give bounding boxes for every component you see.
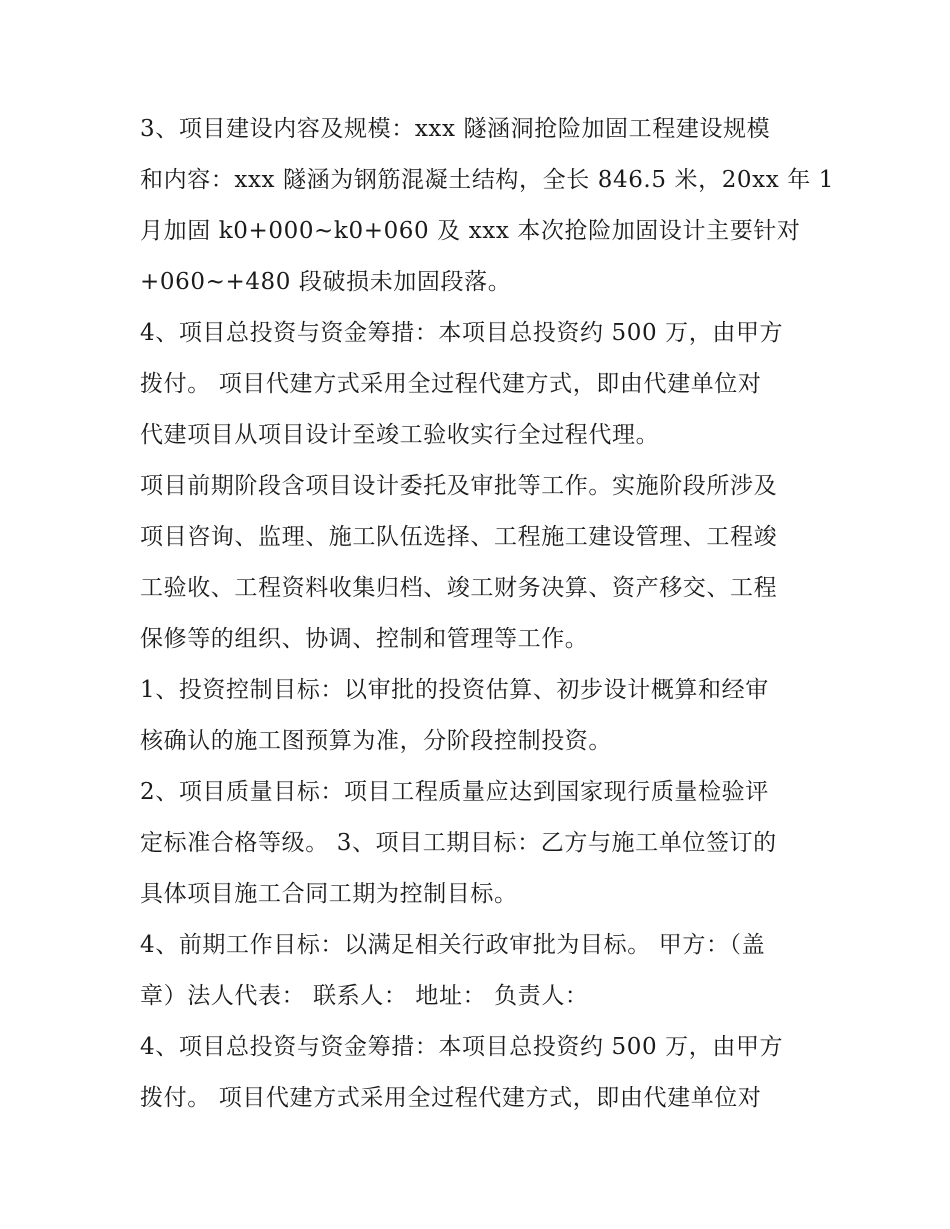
- text-line: 具体项目施工合同工期为控制目标。: [140, 881, 518, 907]
- text-line: +060~+480 段破损未加固段落。: [140, 269, 512, 295]
- text-line: 定标准合格等级。 3、项目工期目标：乙方与施工单位签订的: [140, 830, 777, 856]
- text-line: 核确认的施工图预算为准，分阶段控制投资。: [140, 728, 612, 754]
- text-line: 4、项目总投资与资金筹措：本项目总投资约 500 万，由甲方: [140, 320, 784, 346]
- text-line: 项目前期阶段含项目设计委托及审批等工作。实施阶段所涉及: [140, 473, 778, 499]
- text-line: 工验收、工程资料收集归档、竣工财务决算、资产移交、工程: [140, 575, 778, 601]
- text-line: 1、投资控制目标：以审批的投资估算、初步设计概算和经审: [140, 677, 769, 703]
- text-line: 项目咨询、监理、施工队伍选择、工程施工建设管理、工程竣: [140, 524, 778, 550]
- text-line: 4、项目总投资与资金筹措：本项目总投资约 500 万，由甲方: [140, 1034, 784, 1060]
- text-line: 4、前期工作目标：以满足相关行政审批为目标。 甲方：（盖: [140, 932, 766, 958]
- text-line: 月加固 k0+000~k0+060 及 xxx 本次抢险加固设计主要针对: [140, 218, 801, 244]
- text-line: 拨付。 项目代建方式采用全过程代建方式，即由代建单位对: [140, 371, 762, 397]
- text-line: 3、项目建设内容及规模：xxx 隧涵洞抢险加固工程建设规模: [140, 116, 771, 142]
- text-line: 拨付。 项目代建方式采用全过程代建方式，即由代建单位对: [140, 1085, 762, 1111]
- text-line: 章）法人代表： 联系人： 地址： 负责人：: [140, 983, 589, 1009]
- text-line: 保修等的组织、协调、控制和管理等工作。: [140, 626, 589, 652]
- text-line: 代建项目从项目设计至竣工验收实行全过程代理。: [140, 422, 660, 448]
- text-line: 和内容：xxx 隧涵为钢筋混凝土结构，全长 846.5 米，20xx 年 1: [140, 167, 834, 193]
- text-line: 2、项目质量目标：项目工程质量应达到国家现行质量检验评: [140, 779, 769, 805]
